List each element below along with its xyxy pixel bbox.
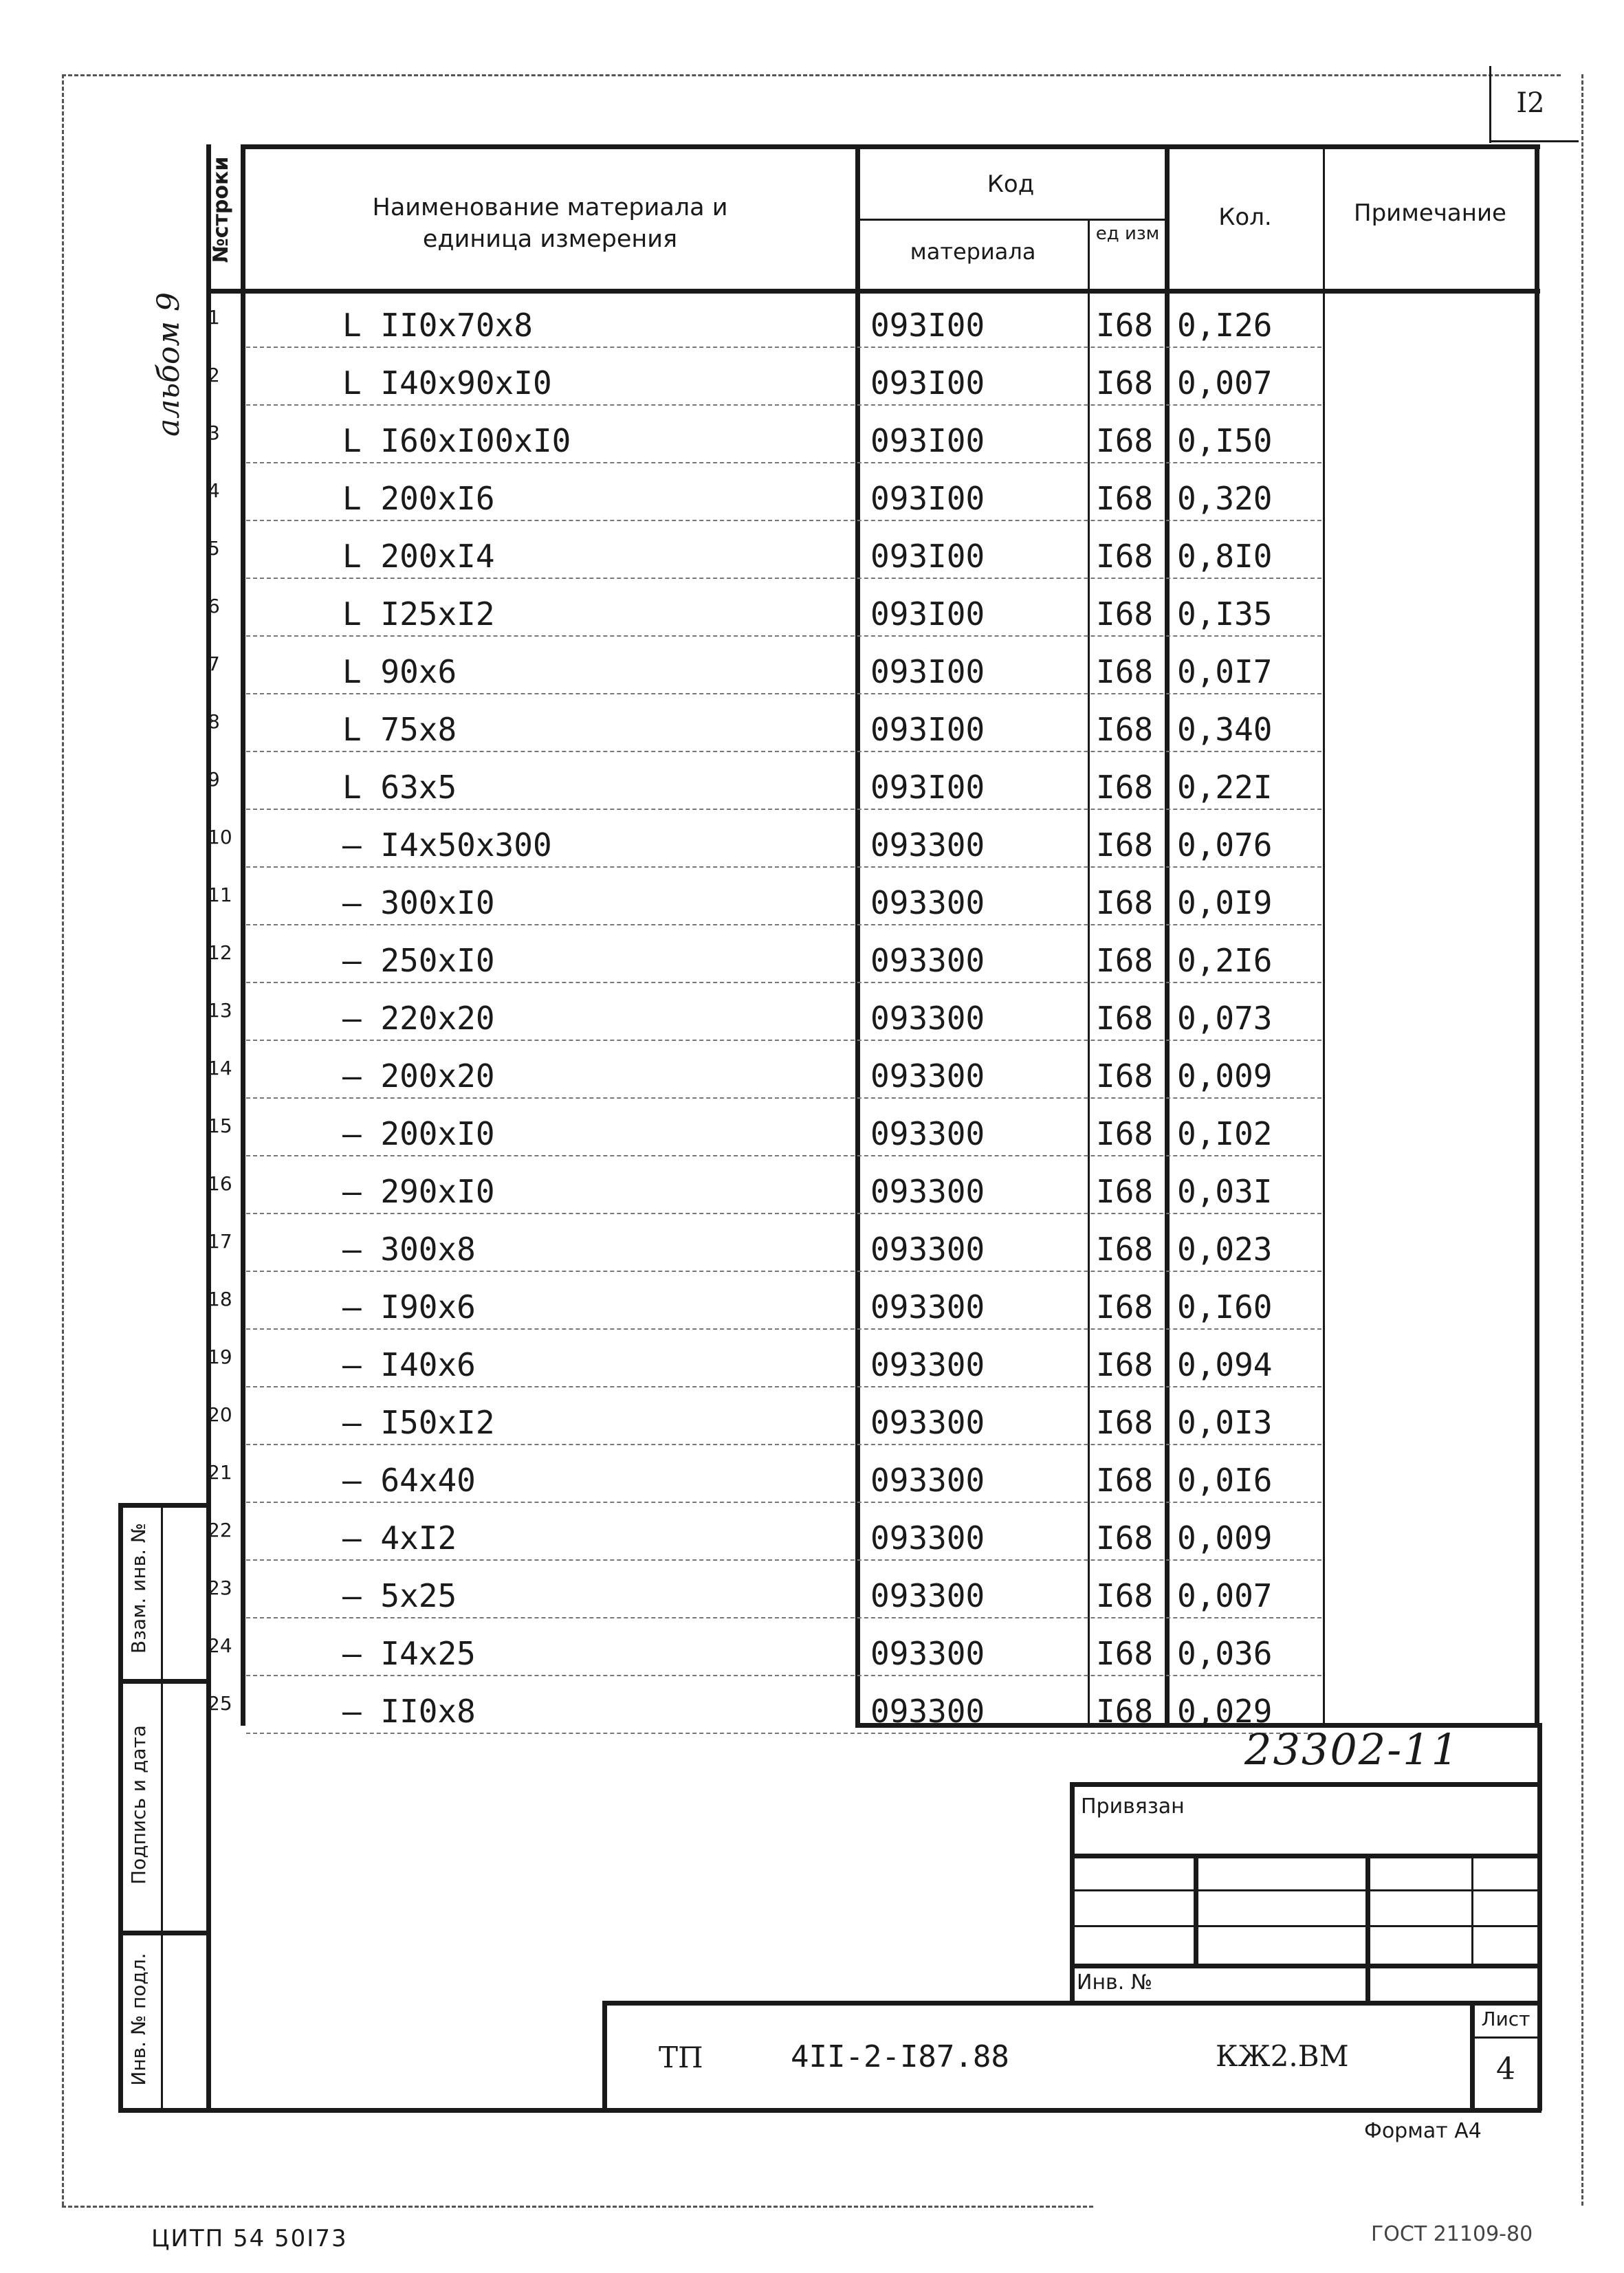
row-number: 10 (208, 825, 232, 848)
side-stamp-sep1 (118, 1679, 208, 1684)
quantity: 0,036 (1177, 1635, 1273, 1672)
quantity: 0,I26 (1177, 307, 1273, 344)
list-box-sep (1470, 2036, 1539, 2039)
quantity: 0,023 (1177, 1231, 1273, 1268)
row-number: 8 (208, 710, 220, 733)
row-number: 17 (208, 1229, 232, 1253)
row-number: 12 (208, 941, 232, 964)
handwritten-album-note: альбом 9 (151, 292, 186, 437)
table-row (205, 868, 1535, 925)
label-vzam-inv: Взам. инв. № (127, 1522, 150, 1654)
material-name: – I90x6 (342, 1288, 476, 1326)
row-number: 9 (208, 767, 220, 791)
row-number: 18 (208, 1287, 232, 1310)
title-mark: КЖ2.ВМ (1216, 2039, 1349, 2073)
material-name: L 75x8 (342, 711, 457, 748)
title-block-left (602, 2001, 607, 2109)
table-row (205, 579, 1535, 637)
material-code: 093300 (870, 1693, 985, 1730)
unit-code: I68 (1096, 1346, 1154, 1383)
material-code: 093300 (870, 1288, 985, 1326)
title-block-top (602, 2001, 1540, 2006)
header-quantity: Кол. (1218, 204, 1272, 231)
header-note: Примечание (1354, 199, 1506, 227)
quantity: 0,0I3 (1177, 1404, 1273, 1441)
frame-bottom-dashed (62, 2206, 1093, 2208)
frame-inner-left-lower (206, 1733, 211, 2108)
table-row (205, 810, 1535, 868)
privyazan-col1 (1194, 1854, 1198, 1964)
material-name: – 290xI0 (342, 1173, 495, 1210)
quantity: 0,0I6 (1177, 1462, 1273, 1499)
quantity: 0,007 (1177, 364, 1273, 402)
material-name: L 200xI6 (342, 480, 495, 517)
unit-code: I68 (1096, 1000, 1154, 1037)
material-code: 093300 (870, 1404, 985, 1441)
material-code: 093300 (870, 1635, 985, 1672)
row-number: 22 (208, 1518, 232, 1541)
privyazan-line2 (1070, 1889, 1540, 1891)
row-number: 16 (208, 1172, 232, 1195)
row-number: 25 (208, 1691, 232, 1715)
header-name-line1: Наименование материала и (372, 194, 728, 221)
material-name: L 200xI4 (342, 538, 495, 575)
quantity: 0,340 (1177, 711, 1273, 748)
material-code: 093I00 (870, 480, 985, 517)
material-name: L 90x6 (342, 653, 457, 690)
unit-code: I68 (1096, 769, 1154, 806)
material-name: L II0x70x8 (342, 307, 533, 344)
material-code: 093300 (870, 1000, 985, 1037)
frame-right-lower (1537, 1723, 1542, 2111)
table-top-border (241, 144, 1540, 149)
privyazan-line4 (1070, 1964, 1540, 1968)
unit-code: I68 (1096, 826, 1154, 864)
privyazan-col2 (1365, 1854, 1370, 2002)
header-code-unit: ед изм (1095, 223, 1160, 244)
title-doc-code: 4II-2-I87.88 (791, 2039, 1009, 2074)
quantity: 0,009 (1177, 1057, 1273, 1095)
corner-box-bottom (1489, 140, 1579, 142)
material-name: L I60xI00xI0 (342, 422, 571, 459)
table-right-border (1535, 144, 1539, 1726)
table-row (205, 1618, 1535, 1676)
material-code: 093I00 (870, 422, 985, 459)
quantity: 0,009 (1177, 1519, 1273, 1557)
material-code: 093300 (870, 884, 985, 921)
label-podpis-data: Подпись и дата (127, 1725, 150, 1885)
header-row-number: №строки (209, 156, 233, 263)
table-row (205, 1214, 1535, 1272)
quantity: 0,0I7 (1177, 653, 1273, 690)
table-row (205, 925, 1535, 983)
material-name: – 5x25 (342, 1577, 457, 1614)
sheet-corner-number: I2 (1516, 87, 1545, 119)
title-tp: ТП (659, 2041, 703, 2074)
material-name: – I50xI2 (342, 1404, 495, 1441)
material-code: 093300 (870, 1577, 985, 1614)
unit-code: I68 (1096, 1462, 1154, 1499)
table-row (205, 1503, 1535, 1561)
table-row (205, 637, 1535, 694)
footer-left: ЦИТП 54 50I73 (151, 2225, 348, 2252)
material-name: L 63x5 (342, 769, 457, 806)
row-separator (246, 1733, 1321, 1734)
quantity: 0,094 (1177, 1346, 1273, 1383)
row-number: 11 (208, 883, 232, 906)
table-row (205, 1272, 1535, 1330)
material-name: L I40x90xI0 (342, 364, 552, 402)
side-stamp-mid (161, 1503, 163, 2108)
material-name: – 200xI0 (342, 1115, 495, 1152)
unit-code: I68 (1096, 1057, 1154, 1095)
row-number: 20 (208, 1403, 232, 1426)
privyazan-col3 (1471, 1854, 1473, 1964)
frame-top-dashed (62, 74, 1561, 76)
label-inv-podl: Инв. № подл. (127, 1953, 150, 2086)
unit-code: I68 (1096, 480, 1154, 517)
frame-left-dashed (62, 74, 64, 2206)
quantity: 0,03I (1177, 1173, 1273, 1210)
unit-code: I68 (1096, 595, 1154, 633)
footer-right: ГОСТ 21109-80 (1371, 2222, 1533, 2246)
row-number: 19 (208, 1345, 232, 1368)
material-name: L I25xI2 (342, 595, 495, 633)
quantity: 0,I02 (1177, 1115, 1273, 1152)
privyazan-label: Привязан (1081, 1794, 1185, 1819)
row-number: 21 (208, 1460, 232, 1484)
table-row (205, 983, 1535, 1041)
row-number: 5 (208, 536, 220, 560)
row-number: 15 (208, 1114, 232, 1137)
handwritten-number: 23302-11 (1244, 1724, 1460, 1775)
material-name: – 200x20 (342, 1057, 495, 1095)
side-stamp-left (118, 1503, 123, 2108)
quantity: 0,073 (1177, 1000, 1273, 1037)
quantity: 0,0I9 (1177, 884, 1273, 921)
unit-code: I68 (1096, 422, 1154, 459)
unit-code: I68 (1096, 1577, 1154, 1614)
material-code: 093I00 (870, 364, 985, 402)
quantity: 0,076 (1177, 826, 1273, 864)
quantity: 0,320 (1177, 480, 1273, 517)
row-number: 13 (208, 998, 232, 1022)
material-code: 093300 (870, 826, 985, 864)
material-name: – 300xI0 (342, 884, 495, 921)
unit-code: I68 (1096, 1115, 1154, 1152)
unit-code: I68 (1096, 942, 1154, 979)
inv-no-label: Инв. № (1077, 1970, 1153, 1995)
unit-code: I68 (1096, 884, 1154, 921)
material-name: – I40x6 (342, 1346, 476, 1383)
unit-code: I68 (1096, 1693, 1154, 1730)
frame-right-dashed (1581, 74, 1583, 2206)
quantity: 0,007 (1177, 1577, 1273, 1614)
unit-code: I68 (1096, 1173, 1154, 1210)
unit-code: I68 (1096, 1288, 1154, 1326)
row-number: 2 (208, 363, 220, 386)
quantity: 0,I35 (1177, 595, 1273, 633)
code-subheader-line (855, 219, 1166, 221)
material-name: – 250xI0 (342, 942, 495, 979)
row-number: 14 (208, 1056, 232, 1079)
unit-code: I68 (1096, 711, 1154, 748)
header-name-line2: единица измерения (422, 226, 678, 253)
frame-bottom (118, 2108, 1541, 2113)
quantity: 0,8I0 (1177, 538, 1273, 575)
unit-code: I68 (1096, 1519, 1154, 1557)
table-row (205, 521, 1535, 579)
unit-code: I68 (1096, 1635, 1154, 1672)
privyazan-line3 (1070, 1925, 1540, 1927)
row-number: 7 (208, 652, 220, 675)
material-code: 093300 (870, 1519, 985, 1557)
header-code-material: материала (910, 239, 1036, 265)
quantity: 0,029 (1177, 1693, 1273, 1730)
material-code: 093300 (870, 1231, 985, 1268)
material-code: 093300 (870, 1115, 985, 1152)
material-name: – 64x40 (342, 1462, 476, 1499)
row-number: 6 (208, 594, 220, 617)
material-code: 093I00 (870, 769, 985, 806)
unit-code: I68 (1096, 1231, 1154, 1268)
row-number: 1 (208, 305, 220, 329)
format-label: Формат А4 (1364, 2119, 1482, 2143)
table-row (205, 1156, 1535, 1214)
table-row (205, 1099, 1535, 1156)
table-row (205, 406, 1535, 463)
table-row (205, 1387, 1535, 1445)
row-number: 24 (208, 1634, 232, 1657)
table-row (205, 1330, 1535, 1387)
material-name: – I4x25 (342, 1635, 476, 1672)
table-row (205, 694, 1535, 752)
quantity: 0,I50 (1177, 422, 1273, 459)
material-code: 093I00 (870, 307, 985, 344)
material-name: – 300x8 (342, 1231, 476, 1268)
material-code: 093300 (870, 1173, 985, 1210)
table-row (205, 348, 1535, 406)
quantity: 0,2I6 (1177, 942, 1273, 979)
privyazan-line1 (1070, 1854, 1540, 1858)
material-code: 093I00 (870, 711, 985, 748)
quantity: 0,22I (1177, 769, 1273, 806)
table-row (205, 290, 1535, 348)
privyazan-left (1070, 1782, 1075, 2002)
unit-code: I68 (1096, 307, 1154, 344)
list-label: Лист (1481, 2008, 1530, 2030)
row-number: 3 (208, 421, 220, 444)
material-name: – II0x8 (342, 1693, 476, 1730)
material-code: 093300 (870, 1462, 985, 1499)
unit-code: I68 (1096, 364, 1154, 402)
privyazan-top (1070, 1782, 1540, 1787)
table-row (205, 752, 1535, 810)
header-code: Код (987, 171, 1035, 198)
material-name: – I4x50x300 (342, 826, 552, 864)
table-row (205, 1445, 1535, 1503)
material-code: 093I00 (870, 595, 985, 633)
material-code: 093300 (870, 1346, 985, 1383)
material-code: 093300 (870, 1057, 985, 1095)
list-value: 4 (1496, 2052, 1515, 2087)
material-code: 093I00 (870, 538, 985, 575)
unit-code: I68 (1096, 1404, 1154, 1441)
material-name: – 4xI2 (342, 1519, 457, 1557)
unit-code: I68 (1096, 653, 1154, 690)
material-code: 093300 (870, 942, 985, 979)
table-row (205, 1041, 1535, 1099)
material-code: 093I00 (870, 653, 985, 690)
material-name: – 220x20 (342, 1000, 495, 1037)
table-row (205, 463, 1535, 521)
quantity: 0,I60 (1177, 1288, 1273, 1326)
row-number: 23 (208, 1576, 232, 1599)
table-row (205, 1561, 1535, 1618)
unit-code: I68 (1096, 538, 1154, 575)
row-number: 4 (208, 479, 220, 502)
